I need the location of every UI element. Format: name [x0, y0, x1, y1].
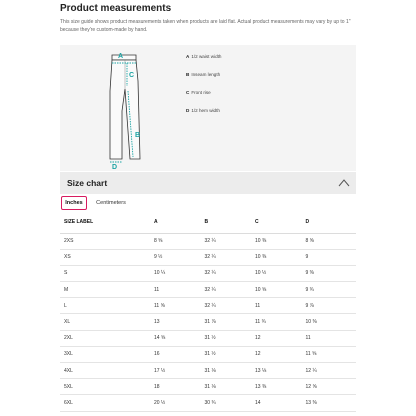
- table-cell: 32 ¼: [205, 265, 256, 281]
- table-cell: 13: [154, 314, 205, 330]
- marker-d: D: [112, 164, 118, 169]
- table-row: [60, 265, 356, 281]
- table-cell: 32 ¼: [205, 282, 256, 298]
- table-cell: 12 ⅝: [306, 379, 357, 395]
- table-row: [60, 395, 356, 411]
- table-cell: 31 ½: [205, 346, 256, 362]
- tab-inches[interactable]: Inches: [61, 196, 87, 210]
- table-cell: 32 ¼: [205, 233, 256, 249]
- table-cell: 12 ¼: [306, 363, 357, 379]
- size-chart-accordion-header[interactable]: [60, 172, 356, 194]
- chevron-up-icon[interactable]: [338, 178, 350, 188]
- pants-diagram: [100, 51, 160, 169]
- table-cell: XL: [60, 314, 154, 330]
- table-row: [60, 298, 356, 314]
- table-cell: 17 ½: [154, 363, 205, 379]
- table-cell: 10 ⅜: [255, 233, 306, 249]
- table-cell: 11 ¾: [255, 314, 306, 330]
- table-cell: 10 ⅜: [255, 249, 306, 265]
- table-cell: 12: [255, 330, 306, 346]
- table-row: [60, 330, 356, 346]
- table-cell: 14 ⅝: [154, 330, 205, 346]
- pants-waistband: [112, 55, 136, 60]
- table-cell: 18: [154, 379, 205, 395]
- table-row: [60, 249, 356, 265]
- table-row: [60, 314, 356, 330]
- table-cell: 10 ½: [255, 265, 306, 281]
- legend-key: A: [186, 53, 190, 59]
- table-cell: 10 ¼: [154, 265, 205, 281]
- legend-key: B: [186, 71, 190, 77]
- table-cell: 11 ⅝: [154, 298, 205, 314]
- legend-item: [186, 107, 221, 113]
- legend-item: [186, 89, 221, 95]
- table-cell: S: [60, 265, 154, 281]
- marker-c: C: [129, 72, 135, 79]
- table-cell: 10 ⅜: [306, 314, 357, 330]
- size-table: [60, 212, 356, 412]
- table-cell: 11: [255, 298, 306, 314]
- column-header-c: C: [255, 212, 306, 233]
- table-cell: 9: [306, 249, 357, 265]
- table-cell: L: [60, 298, 154, 314]
- table-cell: 11 ⅝: [306, 346, 357, 362]
- table-cell: 31 ½: [205, 330, 256, 346]
- table-row: [60, 379, 356, 395]
- table-row: [60, 346, 356, 362]
- table-cell: 14: [255, 395, 306, 411]
- marker-a: A: [118, 53, 124, 60]
- legend-label: Front rise: [191, 89, 211, 95]
- legend-key: C: [186, 89, 190, 95]
- size-chart-title: Size chart: [67, 178, 108, 188]
- marker-b: B: [135, 132, 141, 139]
- table-cell: 31 ⅛: [205, 363, 256, 379]
- table-cell: 9 ¾: [306, 282, 357, 298]
- table-row: [60, 233, 356, 249]
- table-cell: 20 ½: [154, 395, 205, 411]
- legend-key: D: [186, 107, 190, 113]
- column-header-size-label: SIZE LABEL: [60, 212, 154, 233]
- table-cell: 8 ⅝: [306, 233, 357, 249]
- table-row: [60, 282, 356, 298]
- table-cell: 13 ⅜: [255, 379, 306, 395]
- diagram-legend: [186, 53, 221, 125]
- table-cell: 30 ¾: [205, 395, 256, 411]
- table-cell: 8 ⅝: [154, 233, 205, 249]
- legend-label: Inseam length: [191, 71, 221, 77]
- table-cell: 5XL: [60, 379, 154, 395]
- table-row: [60, 363, 356, 379]
- table-cell: 2XS: [60, 233, 154, 249]
- page-title: Product measurements: [60, 3, 172, 14]
- table-cell: M: [60, 282, 154, 298]
- table-cell: 13 ⅛: [255, 363, 306, 379]
- table-cell: 31 ⅛: [205, 379, 256, 395]
- table-cell: 3XL: [60, 346, 154, 362]
- table-cell: 9 ⅞: [306, 298, 357, 314]
- measurement-diagram: [60, 45, 356, 171]
- table-cell: 32 ¼: [205, 298, 256, 314]
- table-cell: 2XL: [60, 330, 154, 346]
- legend-label: 1/2 hem width: [191, 107, 220, 113]
- table-cell: 10 ⅝: [255, 282, 306, 298]
- table-cell: 9 ⅜: [306, 265, 357, 281]
- table-cell: 31 ⅞: [205, 314, 256, 330]
- column-header-b: B: [205, 212, 256, 233]
- table-header-row: [60, 212, 356, 233]
- column-header-d: D: [306, 212, 357, 233]
- table-cell: 11: [306, 330, 357, 346]
- tab-centimeters[interactable]: Centimeters: [94, 196, 128, 210]
- table-cell: 16: [154, 346, 205, 362]
- legend-item: [186, 53, 221, 59]
- table-cell: 13 ⅜: [306, 395, 357, 411]
- legend-label: 1/2 waist width: [191, 53, 222, 59]
- table-cell: 6XL: [60, 395, 154, 411]
- table-cell: 11: [154, 282, 205, 298]
- table-cell: 32 ¼: [205, 249, 256, 265]
- column-header-a: A: [154, 212, 205, 233]
- legend-item: [186, 71, 221, 77]
- table-cell: XS: [60, 249, 154, 265]
- table-cell: 4XL: [60, 363, 154, 379]
- table-cell: 12: [255, 346, 306, 362]
- table-cell: 9 ½: [154, 249, 205, 265]
- intro-text: This size guide shows product measurements taken when products are laid flat. Actual product measurements may vary by up to 1" because they're custom-made by hand.: [60, 19, 351, 33]
